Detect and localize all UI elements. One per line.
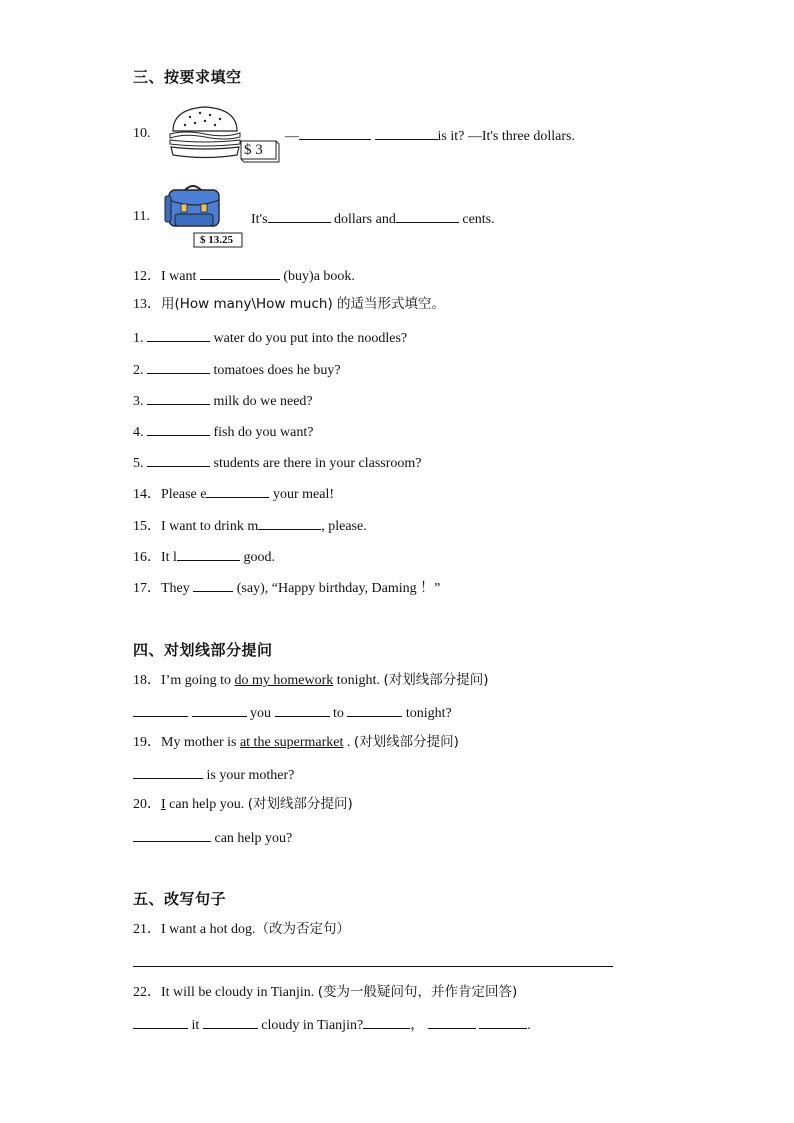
question-18 (133, 671, 488, 690)
underlined-phrase: I (161, 797, 166, 812)
answer-blank[interactable] (479, 1014, 527, 1029)
question-12 (133, 265, 355, 286)
answer-blank[interactable] (147, 327, 210, 342)
question-21 (133, 920, 350, 939)
instruction-text: （改为否定句） (255, 921, 350, 937)
text: I want to drink m (161, 519, 259, 534)
text: it (191, 1018, 200, 1033)
schoolbag-price-tag: $ 13.25 (200, 234, 233, 246)
question-number: 10. (133, 126, 151, 141)
item-text: milk do we need? (213, 394, 313, 409)
answer-blank[interactable] (200, 265, 280, 280)
dash: — (285, 129, 299, 144)
text: They (161, 581, 190, 596)
q13-item-5 (133, 452, 422, 473)
question-20-answer-line (133, 827, 292, 848)
answer-blank[interactable] (147, 359, 210, 374)
answer-blank[interactable] (147, 421, 210, 436)
answer-blank[interactable] (275, 702, 330, 717)
text: (buy)a book. (283, 269, 355, 284)
question-number: 19． (133, 735, 161, 750)
answer-blank[interactable] (299, 125, 371, 140)
question-number: 18． (133, 673, 161, 688)
question-number: 12． (133, 269, 161, 284)
instruction-text: 用(How many\How much) 的适当形式填空。 (161, 296, 446, 312)
text: can help you? (214, 831, 293, 846)
question-number: 13． (133, 297, 161, 312)
section-title-5: 五、改写句子 (133, 890, 227, 908)
answer-blank[interactable] (206, 483, 269, 498)
text: good. (243, 550, 275, 565)
question-number: 21． (133, 922, 161, 937)
section-title-3: 三、按要求填空 (133, 68, 242, 86)
underlined-phrase: at the supermarket (239, 735, 344, 750)
answer-blank[interactable] (147, 390, 210, 405)
text: your meal! (272, 487, 335, 502)
answer-blank[interactable] (192, 702, 247, 717)
answer-blank[interactable] (268, 208, 331, 223)
item-text: fish do you want? (213, 425, 314, 440)
answer-blank[interactable] (396, 208, 459, 223)
instruction-text: (变为一般疑问句，并作肯定回答) (317, 984, 518, 1000)
text: dollars and (334, 212, 396, 227)
text: It will be cloudy in Tianjin. (161, 985, 315, 1000)
question-number: 22． (133, 985, 161, 1000)
answer-line[interactable] (133, 966, 613, 967)
text: I’m going to (161, 673, 231, 688)
question-18-answer-line (133, 702, 452, 723)
text: I want (161, 269, 197, 284)
text: It's (251, 212, 268, 227)
question-14 (133, 483, 334, 504)
question-number: 11. (133, 209, 150, 224)
text: tonight? (405, 706, 452, 721)
question-15 (133, 515, 367, 536)
text: is your mother? (206, 768, 295, 783)
question-22 (133, 983, 517, 1002)
item-number: 2. (133, 363, 144, 378)
answer-blank[interactable] (133, 764, 203, 779)
answer-blank[interactable] (203, 1014, 258, 1029)
question-number: 14． (133, 487, 161, 502)
text: to (333, 706, 344, 721)
item-text: water do you put into the noodles? (213, 331, 408, 346)
text: . (346, 735, 351, 750)
question-number: 16． (133, 550, 161, 565)
question-number: 15． (133, 519, 161, 534)
text: (say), “Happy birthday, Daming ！” (236, 581, 441, 596)
text: , please. (321, 519, 367, 534)
question-22-answer-line (133, 1014, 531, 1035)
item-number: 3. (133, 394, 144, 409)
answer-blank[interactable] (347, 702, 402, 717)
q13-item-3 (133, 390, 313, 411)
text: can help you. (169, 797, 245, 812)
answer-blank[interactable] (177, 546, 240, 561)
question-19-answer-line (133, 764, 294, 785)
answer-blank[interactable] (147, 452, 210, 467)
text: . (527, 1018, 531, 1033)
answer-blank[interactable] (133, 827, 211, 842)
q13-item-1 (133, 327, 407, 348)
text: tonight. (336, 673, 380, 688)
item-text: tomatoes does he buy? (213, 363, 341, 378)
question-number: 20． (133, 797, 161, 812)
hamburger-price-tag: $ 3 (244, 142, 263, 158)
question-11 (133, 208, 150, 226)
item-number: 5. (133, 456, 144, 471)
underlined-phrase: do my homework (234, 673, 334, 688)
question-number: 17． (133, 581, 161, 596)
question-11-text (251, 208, 495, 229)
question-10-tail: is it? —It's three dollars. (437, 129, 575, 144)
q13-item-4 (133, 421, 313, 442)
question-16 (133, 546, 275, 567)
answer-blank[interactable] (363, 1014, 410, 1029)
question-10 (133, 125, 151, 143)
text: My mother is (161, 735, 237, 750)
item-number: 4. (133, 425, 144, 440)
question-10-text (285, 125, 575, 146)
section-title-4: 四、对划线部分提问 (133, 641, 273, 659)
q13-item-2 (133, 359, 341, 380)
text: ， (410, 1018, 425, 1033)
text: cloudy in Tianjin? (261, 1018, 364, 1033)
instruction-text: (对划线部分提问) (247, 796, 353, 812)
answer-blank[interactable] (375, 125, 438, 140)
text: cents. (462, 212, 495, 227)
answer-blank[interactable] (258, 515, 321, 530)
item-text: students are there in your classroom? (213, 456, 422, 471)
answer-blank[interactable] (193, 577, 233, 592)
text: you (250, 706, 271, 721)
answer-blank[interactable] (133, 1014, 188, 1029)
text: Please e (161, 487, 207, 502)
question-13 (133, 295, 445, 314)
question-20 (133, 795, 353, 814)
item-number: 1. (133, 331, 144, 346)
hamburger-image (165, 103, 280, 163)
answer-blank[interactable] (428, 1014, 476, 1029)
instruction-text: (对划线部分提问) (353, 734, 459, 750)
instruction-text: (对划线部分提问) (383, 672, 489, 688)
answer-blank[interactable] (133, 702, 188, 717)
question-19 (133, 733, 459, 752)
text: It l (161, 550, 177, 565)
question-17 (133, 577, 440, 598)
text: I want a hot dog. (161, 922, 256, 937)
